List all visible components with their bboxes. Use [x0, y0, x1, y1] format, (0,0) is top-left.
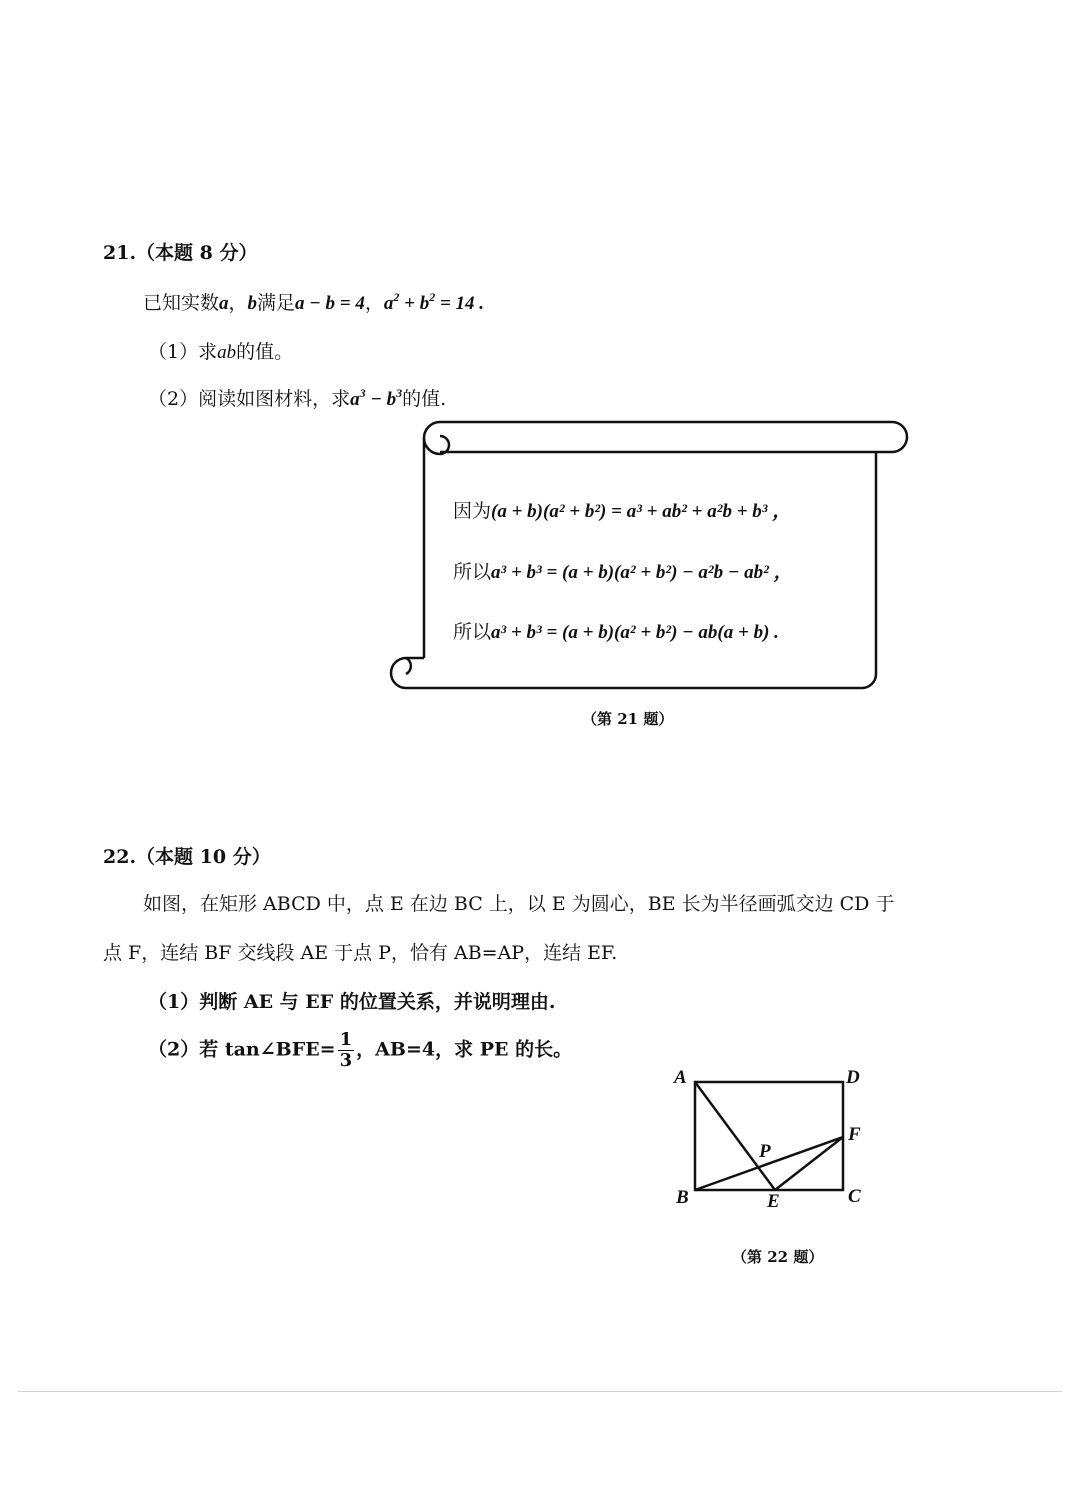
q22-part2: （2）若 tan∠BFE= $\frac{1}{3}$ ，AB=4，求 PE 的长。 [148, 1029, 573, 1071]
label-e: E [767, 1191, 780, 1212]
q22-header: 22.（本题 10 分） [103, 846, 271, 868]
segment-ef [775, 1137, 843, 1190]
scroll-top-curl [424, 422, 449, 454]
rectangle-figure [660, 1060, 880, 1220]
q21-stem: 已知实数a，b满足a − b = 4，$a^2 + b^2 = 14$ . [143, 290, 485, 314]
q22-caption: （第 22 题） [732, 1248, 824, 1266]
q22-part1: （1）判断 AE 与 EF 的位置关系，并说明理由. [148, 991, 556, 1013]
scroll-top-bar [440, 422, 907, 452]
q21-header: 21.（本题 8 分） [103, 242, 258, 264]
segment-ae [695, 1082, 775, 1190]
q21-part2: （2）阅读如图材料，求$a^3 - b^3$的值. [148, 386, 447, 410]
q22-stem-line-1: 如图，在矩形 ABCD 中，点 E 在边 BC 上，以 E 为圆心，BE 长为半径画弧交边 CD 于 [143, 893, 895, 915]
q21-part1: （1）求ab的值。 [148, 341, 294, 363]
scroll-line-2: 所以a³ + b³ = (a + b)(a² + b²) − a²b − ab² ， [453, 561, 793, 583]
fraction: $\frac{1}{3}$ [339, 1029, 353, 1071]
label-b: B [676, 1187, 689, 1208]
scroll-line-1: 因为(a + b)(a² + b²) = a³ + ab² + a²b + b³ ， [453, 500, 792, 522]
label-c: C [848, 1186, 861, 1207]
label-a: A [674, 1067, 687, 1088]
rectangle-abcd [695, 1082, 843, 1190]
label-d: D [846, 1067, 860, 1088]
label-f: F [848, 1124, 861, 1145]
page-divider [18, 1391, 1062, 1392]
q22-stem-line-2: 点 F，连结 BF 交线段 AE 于点 P，恰有 AB=AP，连结 EF. [103, 942, 618, 964]
label-p: P [759, 1141, 771, 1162]
q21-caption: （第 21 题） [582, 710, 674, 728]
scroll-line-3: 所以a³ + b³ = (a + b)(a² + b²) − ab(a + b) . [453, 621, 779, 643]
scroll-bottom-curl-inner [406, 658, 411, 674]
